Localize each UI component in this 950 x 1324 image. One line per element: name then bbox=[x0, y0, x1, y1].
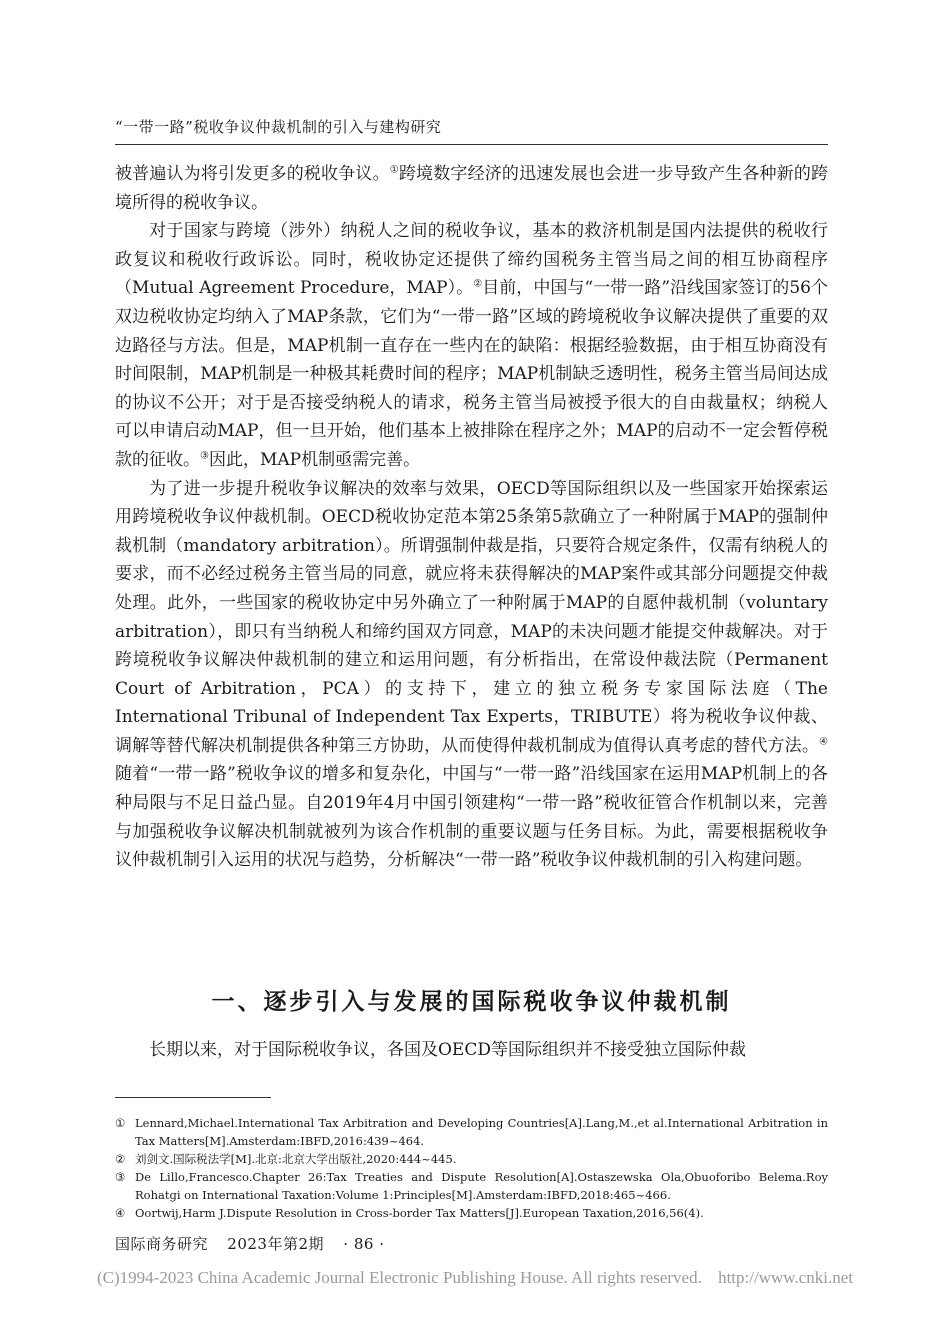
footnote-rule bbox=[115, 1097, 271, 1098]
paragraph-text: 为了进一步提升税收争议解决的效率与效果，OECD等国际组织以及一些国家开始探索运用跨境税收争议仲裁机制。OECD税收协定范本第25条第5款确立了一种附属于MAP的强制仲裁机制（mandatory arbitration）。所谓强制仲裁是指，只要符合规定条件，仅需有纳税人的要求，而不必经过税务主管当局的同意，就应将未获得解决的MAP案件或其部分问题提交仲裁处理。此外，一些国家的税收协定中另外确立了一种附属于MAP的自愿仲裁机制（voluntary arbitration），即只有当纳税人和缔约国双方同意，MAP的未决问题才能提交仲裁解决。对于跨境税收争议解决仲裁机制的建立和运用问题，有分析指出，在常设仲裁法院（Permanent Court of Arbitration，PCA）的支持下，建立的独立税务专家国际法庭（The International Tribunal of Independent Tax Experts，TRIBUTE）将为税收争议仲裁、调解等替代解决机制提供各种第三方协助，从而使得仲裁机制成为值得认真考虑的替代方法。 bbox=[115, 478, 828, 756]
watermark-url[interactable]: http://www.cnki.net bbox=[718, 1268, 853, 1287]
section-heading: 一、逐步引入与发展的国际税收争议仲裁机制 bbox=[211, 989, 732, 1015]
paragraph-text: 因此，MAP机制亟需完善。 bbox=[208, 449, 421, 470]
footnote-ref: ② bbox=[473, 278, 483, 290]
footnote-text: De Lillo,Francesco.Chapter 26:Tax Treaties and Dispute Resolution[A].Ostaszewska Ola,Obuoforibo Belema.Roy Rohatgi on International Taxation:Volume 1:Principles[M].Amsterdam:IBFD,2018:465~466. bbox=[135, 1170, 828, 1202]
page-number: · 86 · bbox=[343, 1235, 385, 1253]
footnote-text: Lennard,Michael.International Tax Arbitration and Developing Countries[A].Lang,M.,et al.International Arbitration in Tax Matters[M].Amsterdam:IBFD,2016:439~464. bbox=[135, 1116, 828, 1148]
journal-name: 国际商务研究 bbox=[115, 1235, 209, 1253]
paragraph-text: 被普遍认为将引发更多的税收争议。 bbox=[115, 164, 390, 184]
paragraph-2 bbox=[115, 217, 828, 474]
footnote bbox=[115, 1150, 828, 1168]
copyright-text: (C)1994-2023 China Academic Journal Electronic Publishing House. All rights reserved. bbox=[97, 1268, 702, 1287]
header-rule bbox=[115, 144, 828, 145]
footnote-mark: ② bbox=[115, 1152, 126, 1166]
footnotes bbox=[115, 1114, 828, 1222]
page-footer bbox=[115, 1233, 398, 1254]
paragraph-text: 目前，中国与“一带一路”沿线国家签订的56个双边税收协定均纳入了MAP条款，它们为“一带一路”区域的跨境税收争议解决提供了重要的双边路径与方法。但是，MAP机制一直存在一些内在的缺陷：根据经验数据，由于相互协商没有时间限制，MAP机制是一种极其耗费时间的程序；MAP机制缺乏透明性，税务主管当局间达成的协议不公开；对于是否接受纳税人的请求，税务主管当局被授予很大的自由裁量权；纳税人可以申请启动MAP，但一旦开始，他们基本上被排除在程序之外；MAP的启动不一定会暂停税款的征收。 bbox=[115, 278, 829, 470]
copyright-watermark bbox=[0, 1268, 950, 1288]
paragraph-text: 跨境数字经济的迅速发展也会进一步导致产生各种新的跨境所得的税收争议。 bbox=[115, 164, 829, 213]
footnote-mark: ③ bbox=[115, 1170, 126, 1184]
footnote-ref: ④ bbox=[819, 736, 828, 748]
footnote bbox=[115, 1204, 828, 1222]
paragraph-4: 长期以来，对于国际税收争议，各国及OECD等国际组织并不接受独立国际仲裁 bbox=[149, 1040, 746, 1060]
paragraph-text: 随着“一带一路”税收争议的增多和复杂化，中国与“一带一路”沿线国家在运用MAP机制上的各种局限与不足日益凸显。自2019年4月中国引领建构“一带一路”税收征管合作机制以来，完善与加强税收争议解决机制就被列为该合作机制的重要议题与任务目标。为此，需要根据税收争议仲裁机制引入运用的状况与趋势，分析解决“一带一路”税收争议仲裁机制的引入构建问题。 bbox=[115, 764, 828, 871]
footnote-mark: ① bbox=[115, 1116, 126, 1130]
paragraph-3 bbox=[115, 475, 828, 875]
footnote-mark: ④ bbox=[115, 1206, 126, 1220]
footnote bbox=[115, 1168, 828, 1204]
footnote-ref: ① bbox=[389, 164, 399, 176]
body-text bbox=[115, 160, 828, 875]
footnote-ref: ③ bbox=[200, 450, 209, 462]
footnote-text: 刘剑文.国际税法学[M].北京:北京大学出版社,2020:444~445. bbox=[135, 1152, 457, 1166]
paragraph-1 bbox=[115, 160, 828, 217]
running-head: “一带一路”税收争议仲裁机制的引入与建构研究 bbox=[115, 118, 442, 136]
issue-label: 2023年第2期 bbox=[227, 1235, 325, 1253]
footnote-text: Oortwij,Harm J.Dispute Resolution in Cross-border Tax Matters[J].European Taxation,2016,56(4). bbox=[135, 1206, 704, 1220]
paragraph-text: 对于国家与跨境（涉外）纳税人之间的税收争议，基本的救济机制是国内法提供的税收行政复议和税收行政诉讼。同时，税收协定还提供了缔约国税务主管当局之间的相互协商程序（Mutual Agreement Procedure，MAP）。 bbox=[115, 221, 828, 299]
footnote bbox=[115, 1114, 828, 1150]
